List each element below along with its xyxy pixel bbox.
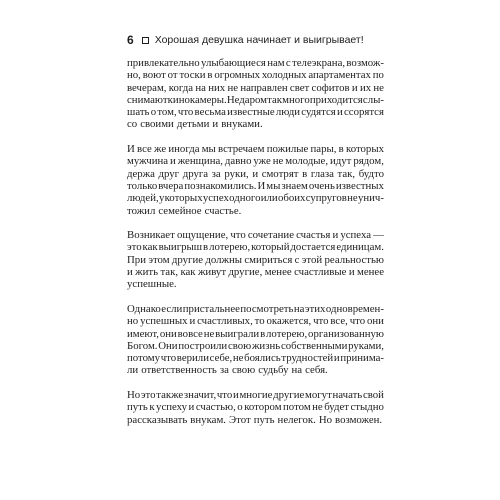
text-line: но, воют от тоски в огромных холодных апартаментах по	[127, 69, 384, 82]
text-line: людей, у которых успех одного или обоих супругов не унич-	[127, 192, 384, 205]
text-line: путь к успеху и счастью, о котором потом не будет стыдно	[127, 401, 384, 414]
text-line: шать о том, что весьма известные люди судятся и ссорятся	[127, 106, 384, 119]
text-line: потому что верили себе, не боялись трудностей и принима-	[127, 352, 384, 365]
paragraph	[127, 303, 384, 377]
text-line: тожил семейное счастье.	[127, 204, 242, 217]
text-line: Возникает ощущение, что сочетание счастья и успеха —	[127, 229, 384, 242]
text-line: рассказывать внукам. Этот путь нелегок. Но возможен.	[127, 413, 383, 426]
text-line: Однако если пристальнее посмотреть на этих одновремен-	[127, 302, 384, 315]
running-header	[127, 32, 387, 48]
text-line: вечерам, когда на них не направлен свет софитов и их не	[127, 81, 384, 94]
running-title: Хорошая девушка начинает и выигрывает!	[154, 34, 364, 46]
text-line: При этом другие должны смириться с этой реальностью	[127, 253, 384, 266]
text-line: ли ответственность за свою судьбу на себя.	[127, 364, 328, 377]
body-text	[127, 57, 384, 438]
text-line: держа друг друга за руки, и смотрят в глаза так, будто	[127, 167, 384, 180]
square-icon	[142, 37, 149, 44]
paragraph	[127, 57, 384, 131]
text-line: имеют, они вовсе не выиграли в лотерею, организованную	[127, 327, 384, 340]
text-line: Богом. Они построили свою жизнь собственными руками,	[127, 339, 384, 352]
text-line: со своими детьми и внуками.	[127, 118, 263, 131]
text-line: снимают кинокамеры. Недаром так много приходится слы-	[127, 93, 384, 106]
text-line: и жить так, как живут другие, менее счастливые и менее	[127, 266, 384, 279]
paragraph	[127, 389, 384, 426]
text-line: только вчера познакомились. И мы знаем очень известных	[127, 179, 384, 192]
text-line: привлекательно улыбающиеся нам с телеэкрана, возмож-	[127, 57, 384, 69]
text-line: мужчина и женщина, давно уже не молодые, идут рядом,	[127, 155, 384, 168]
text-line: это как выигрыш в лотерею, который достается единицам.	[127, 241, 384, 254]
text-line: но успешных и счастливых, то окажется, что все, что они	[127, 315, 384, 328]
text-line: И все же иногда мы встречаем пожилые пары, в которых	[127, 143, 384, 156]
text-line: Но это также значит, что и многие другие могут начать свой	[127, 389, 384, 402]
paragraph	[127, 229, 384, 290]
text-line: успешные.	[127, 278, 177, 291]
paragraph	[127, 143, 384, 217]
page-number: 6	[127, 33, 134, 47]
